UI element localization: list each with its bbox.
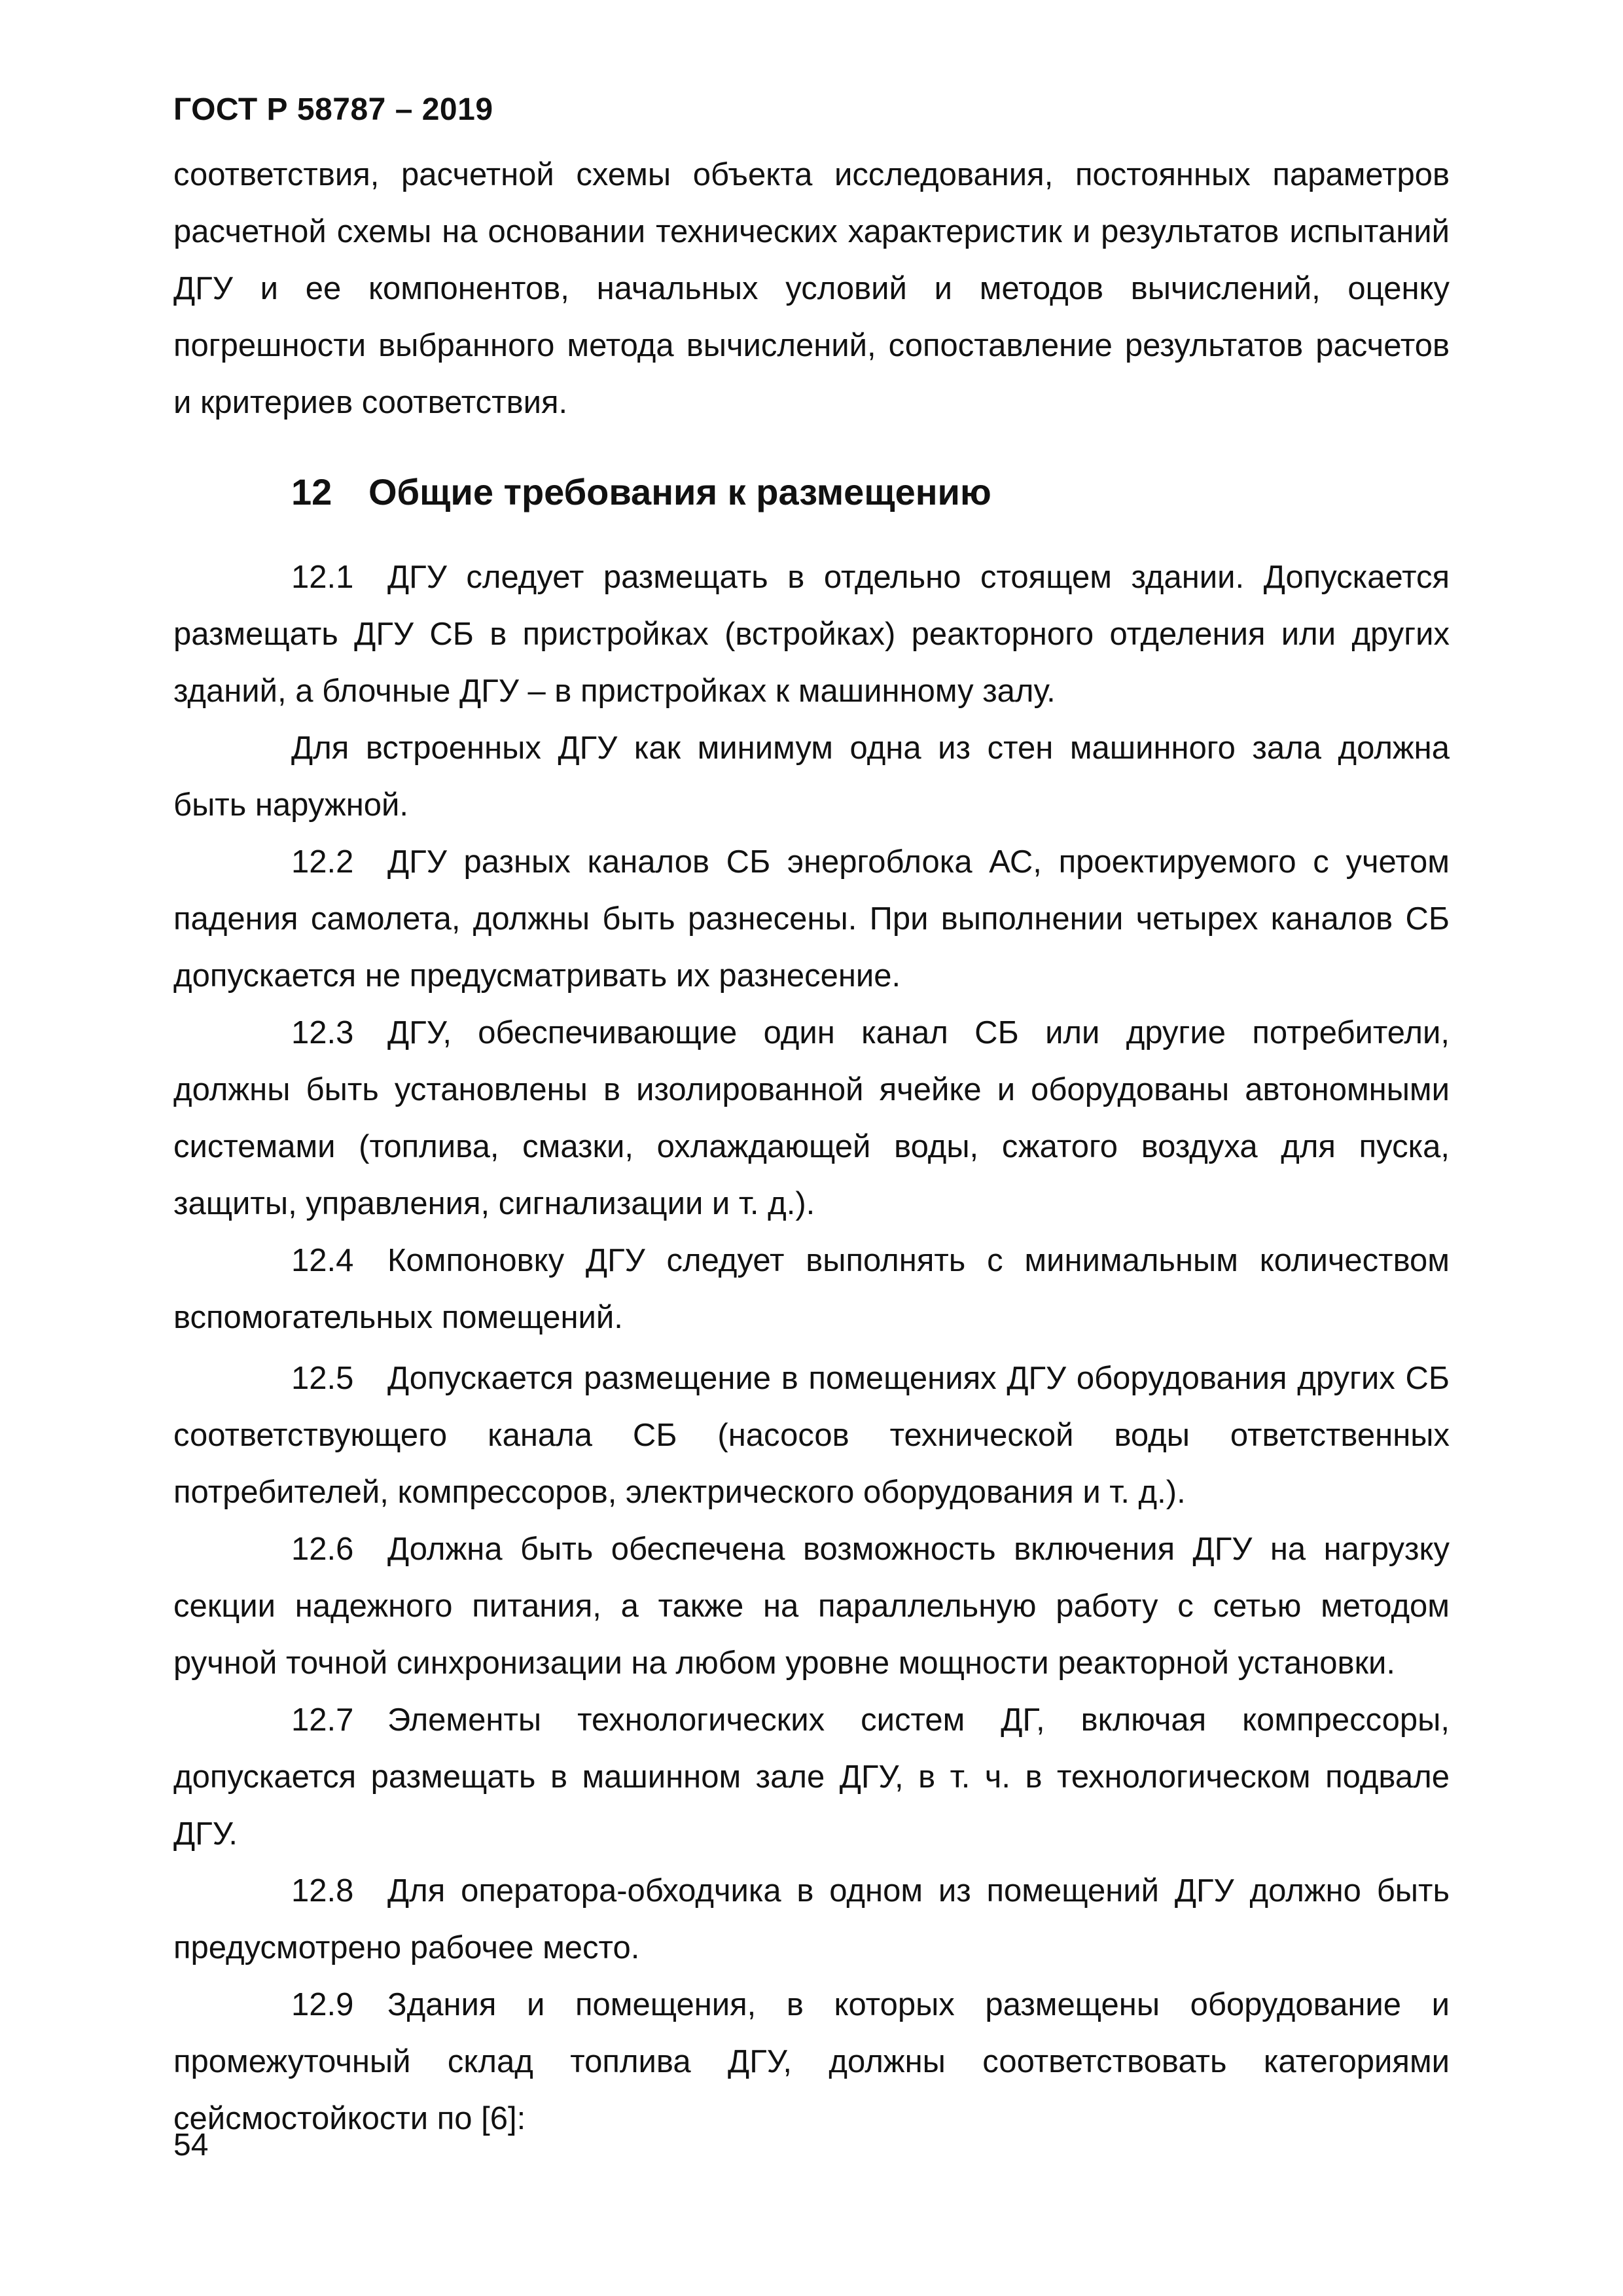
clause-12-1-paragraph-2: [173, 720, 1450, 834]
section-title: Общие требования к размещению: [368, 471, 991, 512]
clause-text: Для оператора-обходчика в одном из помещений ДГУ должно быть предусмотрено рабочее место.: [173, 1873, 1450, 1965]
clause-12-7: [173, 1692, 1450, 1863]
clause-text: ДГУ, обеспечивающие один канал СБ или другие потребители, должны быть установлены в изолированной ячейке и оборудованы автономными системами (топлива, смазки, охлаждающей воды, сжатого воздуха для пуска, защиты, управления, сигнализации и т. д.).: [173, 1015, 1450, 1221]
clause-text: Должна быть обеспечена возможность включения ДГУ на нагрузку секции надежного питания, а также на параллельную работу с сетью методом ручной точной синхронизации на любом уровне мощности реакторной установки.: [173, 1532, 1450, 1681]
clause-number: 12.3: [291, 1015, 354, 1050]
clause-number: 12.8: [291, 1873, 354, 1909]
clause-text: ДГУ разных каналов СБ энергоблока АС, проектируемого с учетом падения самолета, должны быть разнесены. При выполнении четырех каналов СБ допускается не предусматривать их разнесение.: [173, 844, 1450, 994]
clause-12-4: [173, 1232, 1450, 1346]
clause-number: 12.2: [291, 844, 354, 880]
clause-text: ДГУ следует размещать в отдельно стоящем здании. Допускается размещать ДГУ СБ в пристройках (встройках) реакторного отделения или других зданий, а блочные ДГУ – в пристройках к машинному залу.: [173, 560, 1450, 709]
continuation-paragraph: соответствия, расчетной схемы объекта исследования, постоянных параметров расчетной схемы на основании технических характеристик и результатов испытаний ДГУ и ее компонентов, начальных условий и методов вычислений, оценку погрешности выбранного метода вычислений, сопоставление результатов расчетов и критериев соответствия.: [173, 157, 1450, 420]
page-content: [173, 147, 1450, 2147]
clause-text: Элементы технологических систем ДГ, включая компрессоры, допускается размещать в машинном зале ДГУ, в т. ч. в технологическом подвале ДГУ.: [173, 1702, 1450, 1852]
page-number: 54: [173, 2128, 209, 2162]
clause-text: Здания и помещения, в которых размещены оборудование и промежуточный склад топлива ДГУ, должны соответствовать категориями сейсмостойкости по [6]:: [173, 1987, 1450, 2136]
clause-12-3: [173, 1005, 1450, 1232]
document-header: ГОСТ Р 58787 – 2019: [173, 92, 493, 127]
clause-12-9: [173, 1977, 1450, 2147]
clause-number: 12.6: [291, 1532, 354, 1567]
section-number: 12: [291, 471, 332, 512]
clause-text: Допускается размещение в помещениях ДГУ оборудования других СБ соответствующего канала СБ (насосов технической воды ответственных потребителей, компрессоров, электрического оборудования и т. д.).: [173, 1361, 1450, 1510]
clause-number: 12.9: [291, 1987, 354, 2022]
clause-number: 12.4: [291, 1243, 354, 1278]
clause-12-1: [173, 549, 1450, 720]
clause-number: 12.5: [291, 1361, 354, 1396]
clause-12-8: [173, 1863, 1450, 1977]
clause-number: 12.1: [291, 560, 354, 595]
clause-text: Для встроенных ДГУ как минимум одна из стен машинного зала должна быть наружной.: [173, 730, 1450, 823]
clause-text: Компоновку ДГУ следует выполнять с минимальным количеством вспомогательных помещений.: [173, 1243, 1450, 1335]
clause-12-5: [173, 1350, 1450, 1521]
section-heading: [291, 465, 1450, 519]
clause-12-6: [173, 1521, 1450, 1692]
clause-12-2: [173, 834, 1450, 1005]
clause-number: 12.7: [291, 1702, 354, 1738]
